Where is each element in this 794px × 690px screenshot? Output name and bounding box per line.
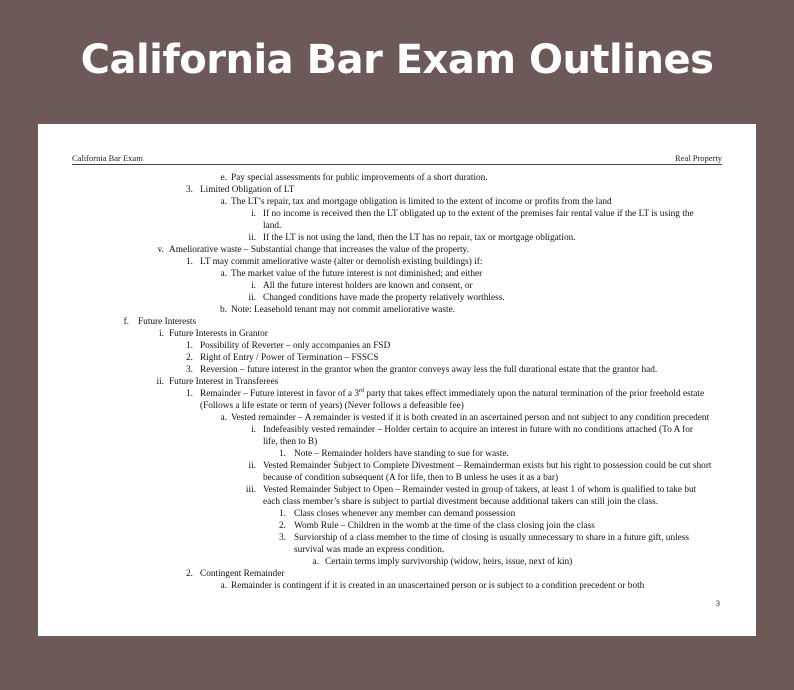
outline-text: Womb Rule – Children in the womb at the time of the class closing join the class — [294, 521, 595, 531]
page-number: 3 — [715, 598, 720, 608]
outline-marker: ii. — [156, 377, 164, 387]
outline-marker: ii. — [248, 461, 256, 471]
outline-text: Possibility of Reverter – only accompanies an FSD — [200, 341, 391, 351]
outline-line — [38, 245, 756, 257]
outline-marker: 3. — [186, 365, 193, 375]
outline-line — [38, 329, 756, 341]
outline-line — [38, 461, 756, 485]
outline-text: Future Interest in Transferees — [169, 377, 279, 387]
outline-line — [38, 569, 756, 581]
outline-marker: a. — [220, 197, 227, 207]
outline-marker: 1. — [186, 389, 193, 399]
outline-text: Certain terms imply survivorship (widow, heirs, issue, next of kin) — [325, 557, 573, 567]
outline-line — [38, 233, 756, 245]
outline-text: All the future interest holders are known and consent, or — [263, 281, 473, 291]
outline-marker: 1. — [279, 509, 286, 519]
outline-text: Vested remainder – A remainder is vested if it is both created in an ascertained person and not subject to any condition precedent — [231, 413, 710, 423]
outline-text: because of condition subsequent (A for life, then to B unless he uses it as a bar) — [263, 473, 559, 483]
outline-marker: iii. — [245, 485, 256, 495]
outline-text: If no income is received then the LT obligated up to the extent of the premises fair rental value if the LT is using the — [263, 209, 694, 219]
outline-text: Limited Obligation of LT — [200, 185, 295, 195]
superscript: rd — [359, 387, 365, 394]
outline-marker: e. — [220, 173, 227, 183]
outline-line — [38, 257, 756, 269]
outline-line — [38, 341, 756, 353]
outline-marker: a. — [220, 269, 227, 279]
header-left: California Bar Exam — [72, 153, 143, 163]
outline-marker: a. — [220, 581, 227, 591]
outline-text: Surviorship of a class member to the time of closing is usually unnecessary to share in a future gift, unless — [294, 533, 690, 543]
outline-text: Vested Remainder Subject to Open – Remainder vested in group of takers, at least 1 of whom is qualified to take but — [263, 485, 697, 495]
document-page — [38, 124, 756, 636]
outline-marker: i. — [159, 329, 164, 339]
outline-line — [38, 305, 756, 317]
outline-marker: v. — [157, 245, 164, 255]
outline-marker: a. — [312, 557, 319, 567]
outline-marker: 2. — [279, 521, 286, 531]
outline-text: Changed conditions have made the property relatively worthless. — [263, 293, 505, 303]
outline-marker: i. — [251, 425, 256, 435]
outline-line — [38, 197, 756, 209]
outline-line — [38, 413, 756, 425]
outline-line — [38, 353, 756, 365]
outline-line — [38, 389, 756, 413]
outline-line — [38, 317, 756, 329]
outline-marker: b. — [220, 305, 227, 315]
outline-text: Reversion – future interest in the grantor when the grantor conveys away less the full durational estate that the grantor had. — [200, 365, 658, 375]
outline-marker: 2. — [186, 569, 193, 579]
outline-line — [38, 269, 756, 281]
outline-text: Future Interests — [138, 317, 197, 327]
header-right: Real Property — [675, 153, 722, 163]
outline-body — [38, 173, 756, 593]
outline-line — [38, 449, 756, 461]
outline-marker: ii. — [248, 233, 256, 243]
outline-line — [38, 581, 756, 593]
outline-line — [38, 185, 756, 197]
outline-marker: 3. — [279, 533, 286, 543]
outline-text: (Follows a life estate or term of years) (Never follows a defeasible fee) — [200, 401, 464, 411]
outline-marker: i. — [251, 209, 256, 219]
outline-line — [38, 365, 756, 377]
outline-marker: 1. — [279, 449, 286, 459]
outline-text: Class closes whenever any member can demand possession — [294, 509, 516, 519]
outline-text-part: Remainder – Future interest in favor of a 3 — [200, 389, 360, 399]
outline-text: Remainder is contingent if it is created in an unascertained person or is subject to a condition precedent or both — [231, 581, 645, 591]
page-header — [72, 153, 722, 165]
outline-text: survival was made an express condition. — [294, 545, 445, 555]
outline-text: land. — [263, 221, 282, 231]
outline-line — [38, 377, 756, 389]
outline-marker: 3. — [186, 185, 193, 195]
outline-text: Pay special assessments for public improvements of a short duration. — [231, 173, 488, 183]
outline-text: If the LT is not using the land, then the LT has no repair, tax or mortgage obligation. — [263, 233, 576, 243]
outline-line — [38, 293, 756, 305]
outline-line — [38, 209, 756, 233]
outline-text: Ameliorative waste – Substantial change that increases the value of the property. — [169, 245, 469, 255]
outline-line — [38, 533, 756, 557]
outline-line — [38, 281, 756, 293]
outline-text-part: party that takes effect immediately upon the natural termination of the prior freehold estate — [364, 389, 705, 399]
outline-text: each class member’s share is subject to partial divestment because additional takers can still join the class. — [263, 497, 659, 507]
outline-line — [38, 485, 756, 509]
outline-text: The market value of the future interest is not diminished; and either — [231, 269, 483, 279]
outline-text: Contingent Remainder — [200, 569, 285, 579]
outline-text: LT may commit ameliorative waste (alter or demolish existing buildings) if: — [200, 257, 483, 267]
outline-marker: a. — [220, 413, 227, 423]
outline-line — [38, 425, 756, 449]
outline-text: Note – Remainder holders have standing to sue for waste. — [294, 449, 509, 459]
outline-line — [38, 521, 756, 533]
outline-marker: f. — [123, 317, 129, 327]
outline-marker: ii. — [248, 293, 256, 303]
outline-text: Vested Remainder Subject to Complete Divestment – Remainderman exists but his right to possession could be cut short — [263, 461, 712, 471]
outline-text: The LT’s repair, tax and mortgage obligation is limited to the extent of income or profits from the land — [231, 197, 612, 207]
outline-line — [38, 557, 756, 569]
outline-text — [200, 389, 704, 401]
outline-marker: i. — [251, 281, 256, 291]
outline-marker: 1. — [186, 257, 193, 267]
outline-text: Indefeasibly vested remainder – Holder certain to acquire an interest in future with no conditions attached (To A for — [263, 425, 693, 435]
outline-marker: 2. — [186, 353, 193, 363]
banner-title: California Bar Exam Outlines — [80, 37, 714, 83]
outline-text: Future Interests in Grantor — [169, 329, 268, 339]
outline-text: Right of Entry / Power of Termination – FSSCS — [200, 353, 379, 363]
outline-line — [38, 509, 756, 521]
outline-text: life, then to B) — [263, 437, 318, 447]
outline-marker: 1. — [186, 341, 193, 351]
outline-text: Note: Leasehold tenant may not commit ameliorative waste. — [231, 305, 456, 315]
outline-line — [38, 173, 756, 185]
banner — [0, 0, 794, 120]
